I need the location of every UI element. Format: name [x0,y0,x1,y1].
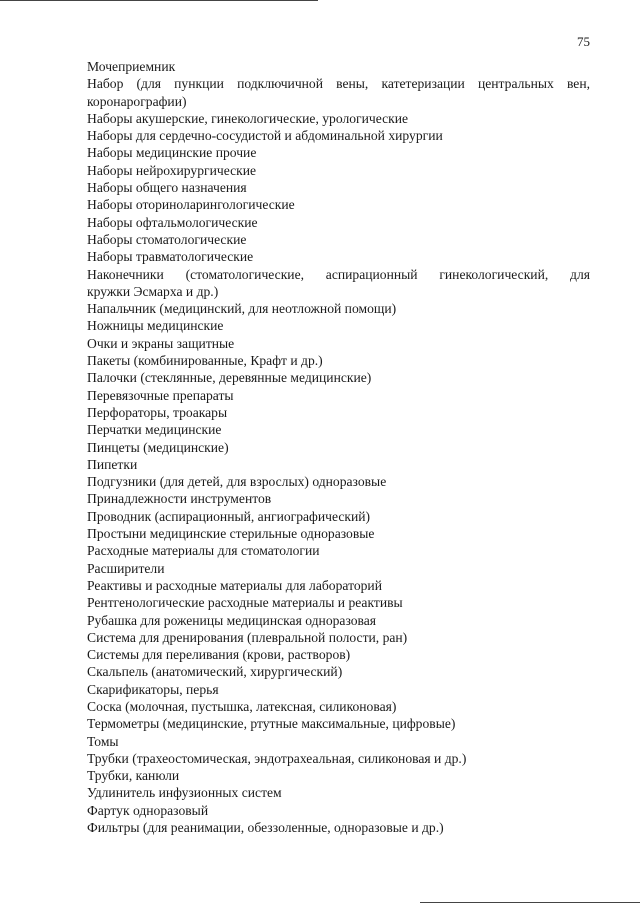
list-item: Наборы акушерские, гинекологические, урологические [87,110,409,126]
list-item: Простыни медицинские стерильные одноразовые [87,526,375,542]
list-item: Мочеприемник [87,59,176,74]
top-rule [0,0,318,1]
list-item: Перевязочные препараты [87,387,234,403]
list-item: Расходные материалы для стоматологии [87,543,320,559]
list-item: Скарификаторы, перья [87,681,219,697]
list-item: Наборы для сердечно-сосудистой и абдоминальной хирургии [87,128,443,144]
list-item: Реактивы и расходные материалы для лабораторий [87,577,382,593]
list-item: Наборы травматологические [87,249,254,265]
page-number: 75 [577,34,590,49]
list-item: Наборы стоматологические [87,231,247,247]
list-item: Наборы общего назначения [87,180,247,196]
list-item: Палочки (стеклянные, деревянные медицинские) [87,370,372,386]
list-item: Очки и экраны защитные [87,335,235,351]
list-item: Соска (молочная, пустышка, латексная, силиконовая) [87,698,397,714]
list-item: Набор (для пункции подключичной вены, катетеризации центральных вен, [87,76,590,92]
list-item: Наборы офтальмологические [87,214,258,230]
list-item: Ножницы медицинские [87,318,224,334]
list-item: Пакеты (комбинированные, Крафт и др.) [87,353,323,369]
list-item: кружки Эсмарха и др.) [87,283,219,299]
list-item: Удлинитель инфузионных систем [87,785,282,801]
list-item: Принадлежности инструментов [87,491,272,507]
list-item: Системы для переливания (крови, растворов) [87,647,351,663]
list-item: Термометры (медицинские, ртутные максимальные, цифровые) [87,716,456,732]
list-item: Наборы оториноларингологические [87,197,295,213]
list-item: Проводник (аспирационный, ангиографический) [87,508,371,524]
list-item: Перфораторы, троакары [87,404,228,420]
list-item: Скальпель (анатомический, хирургический) [87,664,343,680]
list-item: Пипетки [87,456,138,472]
list-item: Перчатки медицинские [87,422,222,438]
list-item: Наборы нейрохирургические [87,162,257,178]
list-item: Наконечники (стоматологические, аспирационный гинекологический, для [87,266,590,282]
list-item: Фильтры (для реанимации, обеззоленные, одноразовые и др.) [87,820,444,836]
list-item: Рубашка для роженицы медицинская одноразовая [87,612,377,628]
list-item: Система для дренирования (плевральной полости, ран) [87,629,408,645]
list-item: Пинцеты (медицинские) [87,439,229,455]
list-item: Расширители [87,560,165,576]
list-item: Трубки (трахеостомическая, эндотрахеальная, силиконовая и др.) [87,750,467,766]
list-item: Трубки, канюли [87,768,180,784]
list-item: Фартук одноразовый [87,802,209,818]
list-item: Рентгенологические расходные материалы и реактивы [87,595,403,611]
list-item: Подгузники (для детей, для взрослых) одноразовые [87,474,387,490]
bottom-rule [420,902,640,903]
item-list [87,58,590,836]
list-item: Напальчник (медицинский, для неотложной помощи) [87,301,397,317]
list-item: коронарографии) [87,93,187,109]
list-item: Наборы медицинские прочие [87,145,257,161]
list-item: Томы [87,733,119,749]
